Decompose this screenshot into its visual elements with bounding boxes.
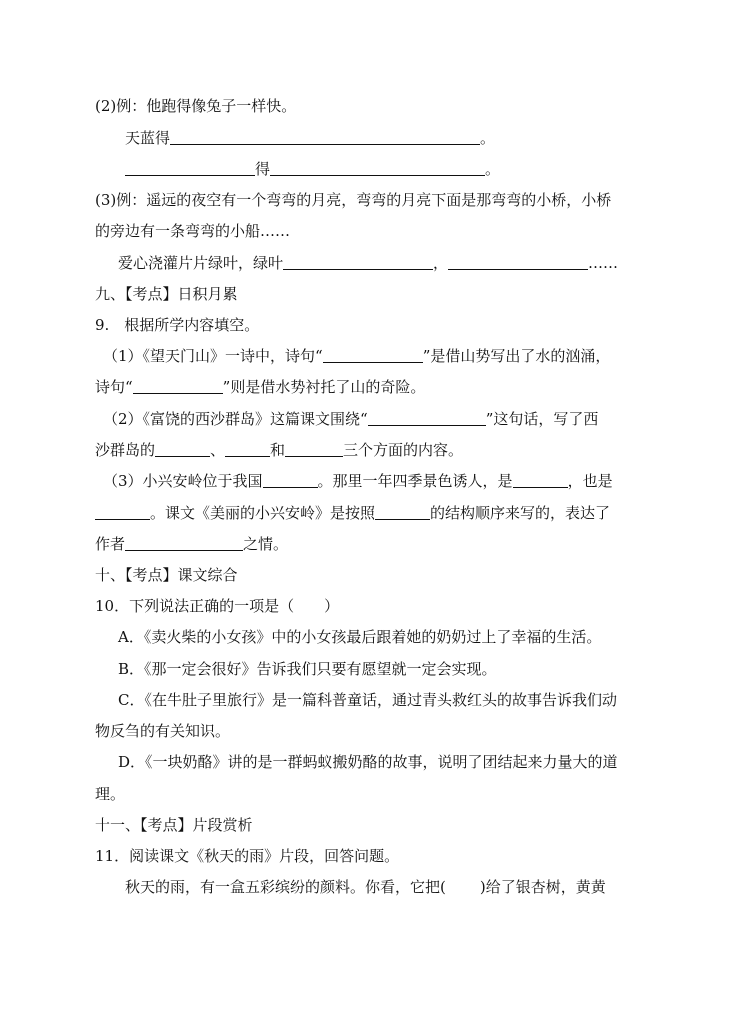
option-c-text-2: 物反刍的有关知识。	[95, 722, 231, 740]
q9-3-text-b: 。那里一年四季景色诱人，是	[317, 472, 513, 490]
q3-example-line-1	[95, 190, 655, 210]
question-9	[95, 315, 655, 335]
q9-3-text-f: 作者	[95, 535, 126, 553]
q2-line1-suffix: 。	[480, 129, 496, 147]
q9-1-line-2	[95, 377, 655, 397]
blank-field[interactable]	[125, 535, 243, 551]
section-11-heading	[95, 815, 655, 835]
blank-field[interactable]	[225, 441, 270, 457]
section-10-heading	[95, 565, 655, 585]
blank-field[interactable]	[375, 504, 430, 520]
q3-answer-suffix: ……	[588, 254, 619, 272]
q9-1-text-b: ”是借山势写出了水的汹涌，	[422, 347, 611, 365]
option-a[interactable]	[118, 627, 678, 647]
option-b[interactable]	[118, 659, 678, 679]
q9-3-text-c: ，也是	[567, 472, 613, 490]
option-a-text: A．《卖火柴的小女孩》中的小女孩最后跟着她的奶奶过上了幸福的生活。	[118, 628, 602, 646]
q9-1-line-1	[103, 346, 663, 366]
blank-field[interactable]	[95, 504, 150, 520]
q3-answer-prefix: 爱心浇灌片片绿叶，绿叶	[118, 254, 284, 272]
q2-line1-prefix: 天蓝得	[125, 129, 171, 147]
question-11	[95, 846, 655, 866]
section-heading-text: 十、【考点】课文综合	[95, 566, 238, 584]
q9-1-text-a: （1）《望天门山》一诗中，诗句“	[103, 347, 323, 365]
q9-1-text-d: ”则是借水势衬托了山的奇险。	[222, 378, 426, 396]
passage-text-b: )给了银杏树，黄黄	[479, 878, 606, 896]
passage-line	[125, 877, 685, 897]
q9-3-line-1	[103, 471, 663, 491]
blank-field[interactable]	[270, 160, 485, 176]
blank-field[interactable]	[513, 472, 568, 488]
q9-2-text-c: 沙群岛的	[95, 441, 156, 459]
q9-3-text-d: 。课文《美丽的小兴安岭》是按照	[150, 504, 376, 522]
blank-field[interactable]	[323, 347, 423, 363]
blank-field[interactable]	[263, 472, 318, 488]
passage-text-a: 秋天的雨，有一盒五彩缤纷的颜料。你看，它把(	[125, 878, 446, 896]
q3-example-text-2: 的旁边有一条弯弯的小船……	[95, 222, 291, 240]
q2-example	[95, 96, 655, 116]
blank-field[interactable]	[285, 441, 343, 457]
q3-answer-mid: ，	[433, 254, 449, 272]
blank-field[interactable]	[125, 160, 255, 176]
q3-example-line-2	[95, 221, 655, 241]
q9-2-line-2	[95, 440, 655, 460]
blank-field[interactable]	[133, 378, 223, 394]
option-c-continued	[95, 721, 655, 741]
q9-3-line-3	[95, 534, 655, 554]
q9-1-text-c: 诗句“	[95, 378, 133, 396]
question-text: 11．阅读课文《秋天的雨》片段，回答问题。	[95, 847, 400, 865]
blank-field[interactable]	[170, 129, 480, 145]
q9-2-text-a: （2）《富饶的西沙群岛》这篇课文围绕“	[103, 410, 368, 428]
option-c-text-1: C．《在牛肚子里旅行》是一篇科普童话，通过青头救红头的故事告诉我们动	[118, 691, 617, 709]
q9-2-text-d: 、	[210, 441, 226, 459]
q2-answer-line-1	[125, 128, 685, 148]
q9-2-line-1	[103, 409, 663, 429]
section-9-heading	[95, 284, 655, 304]
q9-3-text-a: （3）小兴安岭位于我国	[103, 472, 263, 490]
question-text: 9. 根据所学内容填空。	[95, 316, 260, 334]
option-d-continued	[95, 784, 655, 804]
option-d[interactable]	[118, 752, 678, 772]
blank-field[interactable]	[155, 441, 210, 457]
option-d-text-2: 理。	[95, 785, 126, 803]
q9-2-text-f: 三个方面的内容。	[343, 441, 464, 459]
blank-field[interactable]	[368, 410, 486, 426]
option-b-text: B．《那一定会很好》告诉我们只要有愿望就一定会实现。	[118, 660, 497, 678]
q9-3-line-2	[95, 503, 655, 523]
question-text: 10．下列说法正确的一项是（ ）	[95, 597, 340, 615]
q9-3-text-e: 的结构顺序来写的，表达了	[430, 504, 611, 522]
section-heading-text: 十一、【考点】片段赏析	[95, 816, 253, 834]
q2-answer-line-2	[125, 159, 685, 179]
option-c[interactable]	[118, 690, 678, 710]
blank-field[interactable]	[283, 254, 433, 270]
q2-example-text: (2)例：他跑得像兔子一样快。	[95, 97, 297, 115]
q2-line2-mid: 得	[255, 160, 271, 178]
q9-2-text-e: 和	[270, 441, 286, 459]
q3-answer-line	[118, 253, 678, 273]
q2-line2-suffix: 。	[485, 160, 501, 178]
blank-field[interactable]	[448, 254, 588, 270]
section-heading-text: 九、【考点】日积月累	[95, 285, 238, 303]
question-10	[95, 596, 655, 616]
q9-2-text-b: ”这句话，写了西	[485, 410, 599, 428]
q9-3-text-g: 之情。	[243, 535, 289, 553]
option-d-text-1: D．《一块奶酪》讲的是一群蚂蚁搬奶酪的故事，说明了团结起来力量大的道	[118, 753, 618, 771]
q3-example-text-1: (3)例：遥远的夜空有一个弯弯的月亮，弯弯的月亮下面是那弯弯的小桥，小桥	[95, 191, 612, 209]
